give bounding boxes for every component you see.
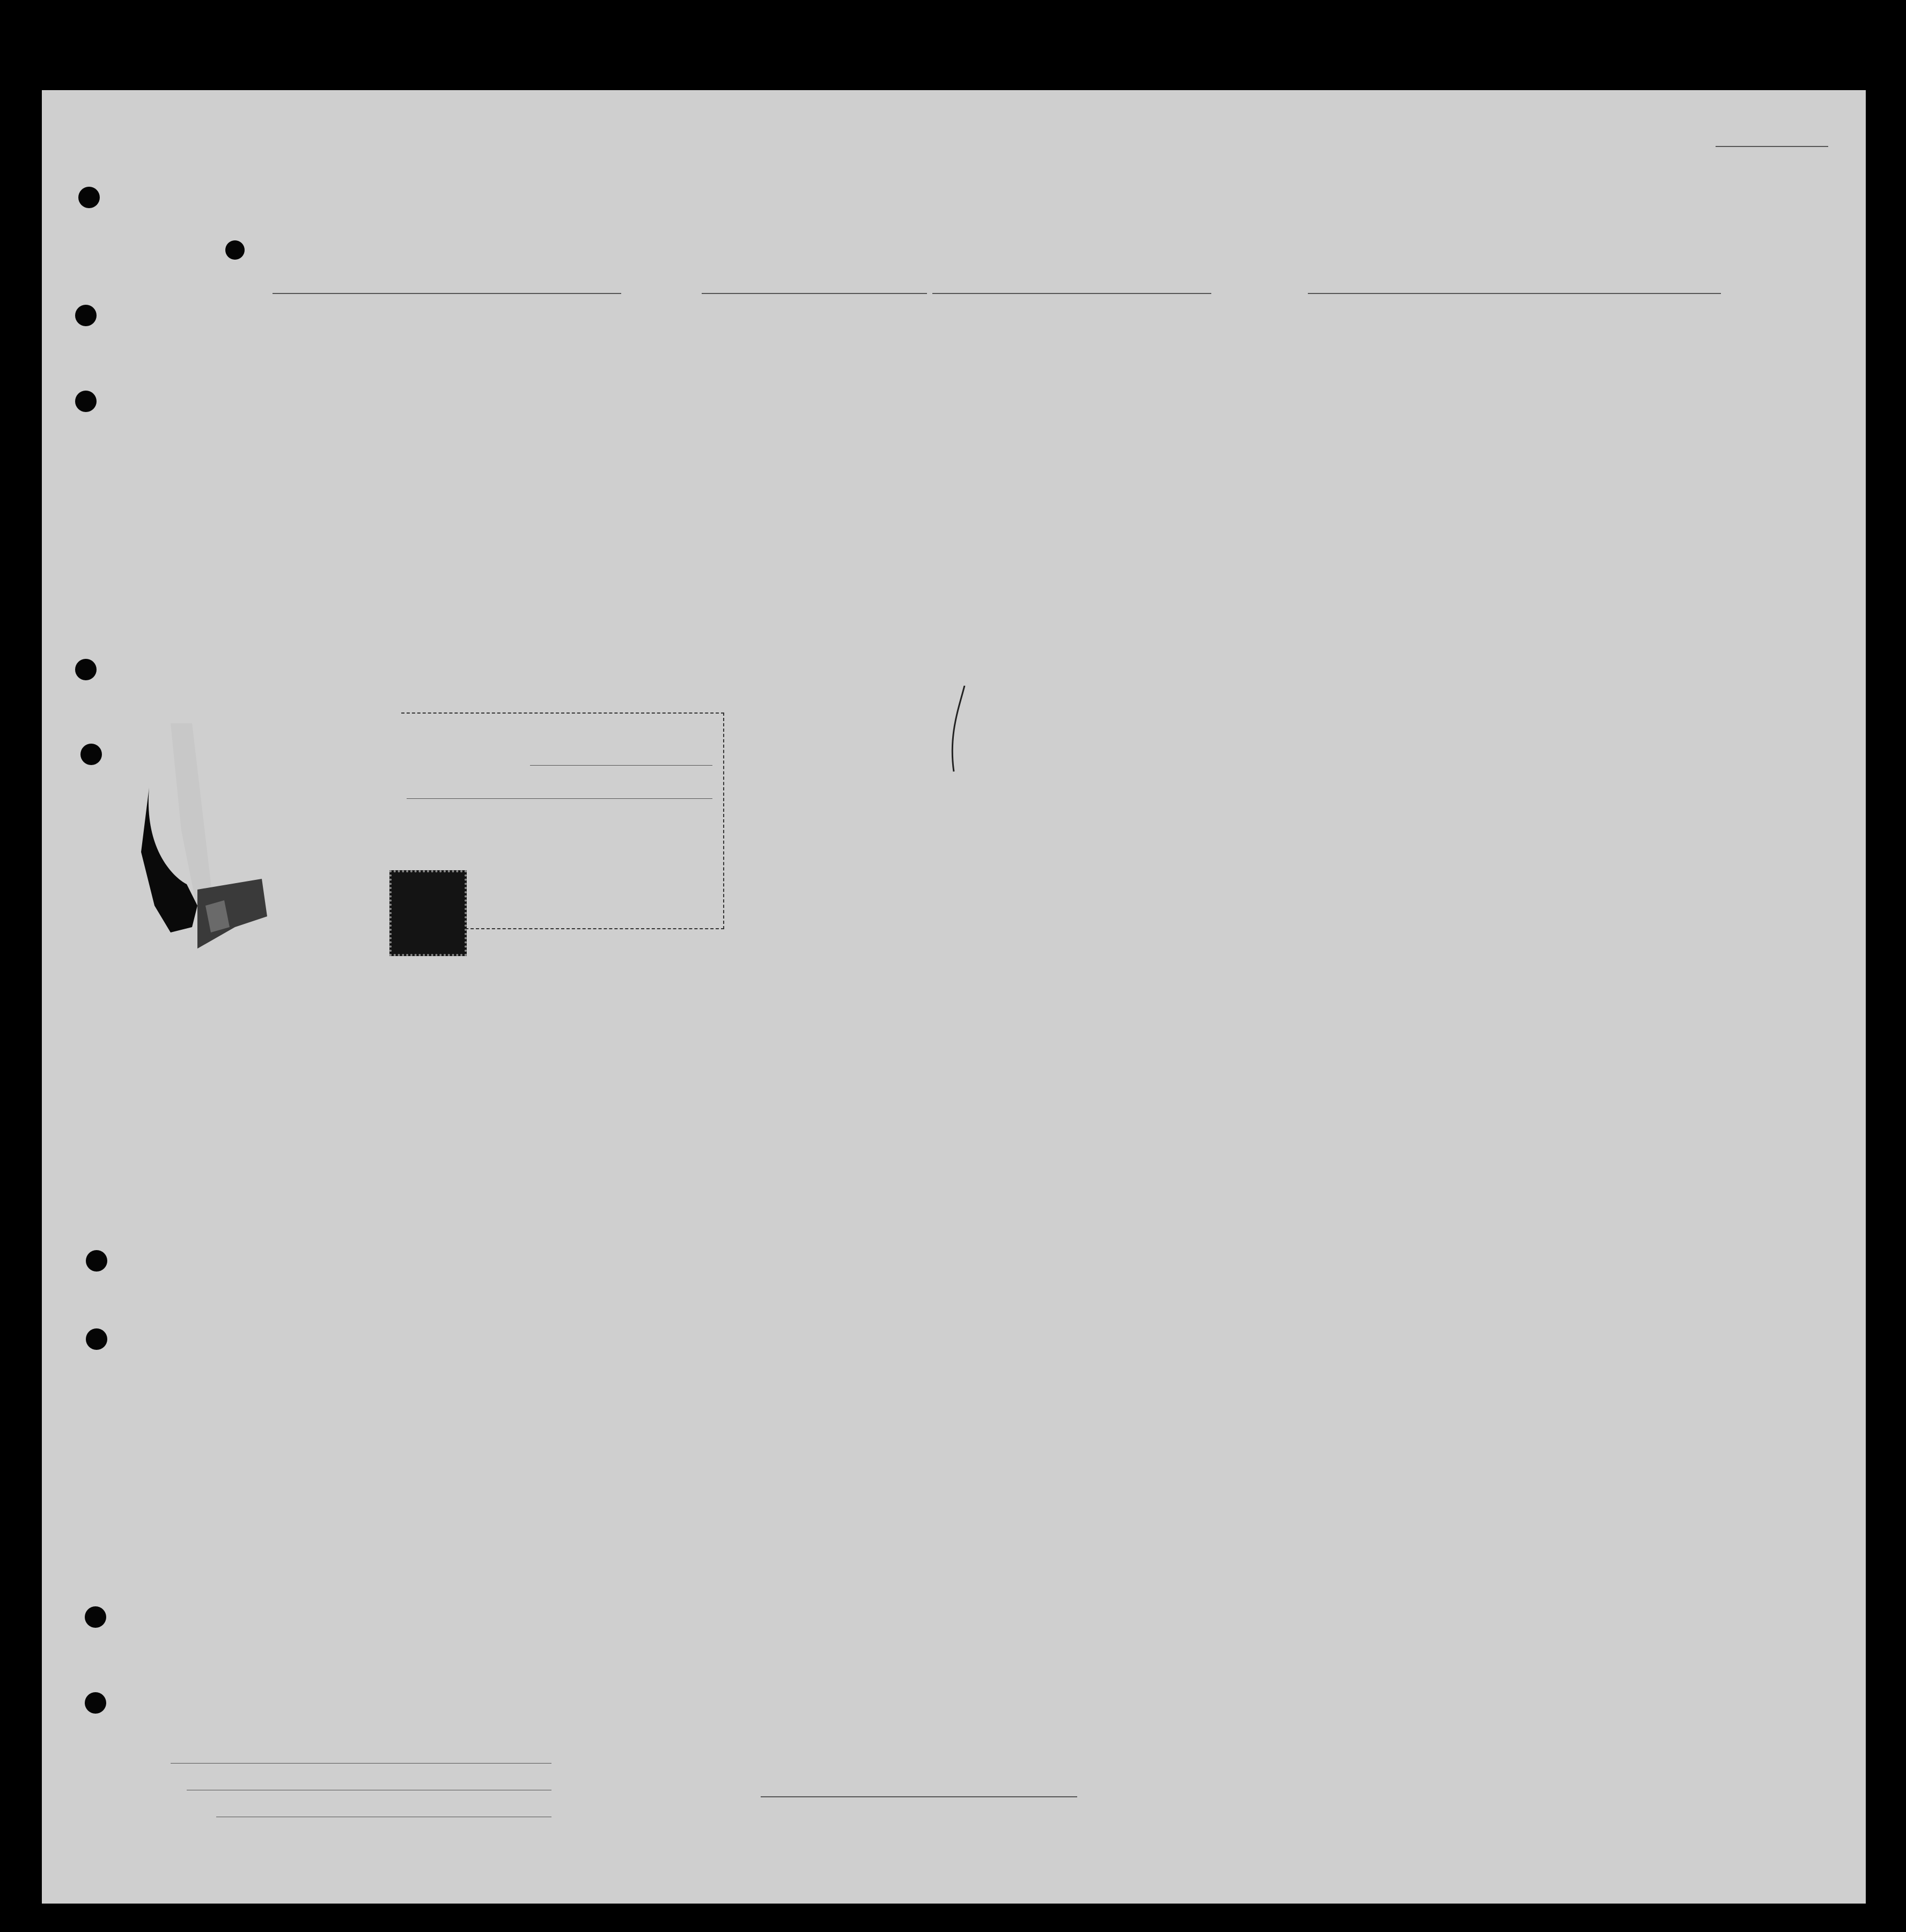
stamp-country-line (407, 798, 712, 799)
binder-hole (225, 240, 245, 260)
wax-seal (90, 627, 283, 981)
manifest-sheet (42, 90, 1866, 1904)
binder-hole (80, 744, 102, 765)
binder-hole (86, 1328, 107, 1350)
signature-flourish (943, 686, 975, 777)
binder-hole (85, 1692, 106, 1714)
fee-stamp-area (364, 858, 525, 982)
binder-hole (85, 1606, 106, 1628)
fee-revenue-stamp (389, 870, 467, 956)
table-grid (42, 90, 1866, 1904)
binder-hole (75, 659, 97, 680)
footer-line-rule (171, 1763, 551, 1764)
inspector-signature-rule (761, 1796, 1077, 1797)
binder-hole (75, 391, 97, 412)
binder-hole (86, 1250, 107, 1272)
stamp-city-line (530, 765, 712, 766)
binder-hole (78, 187, 100, 208)
binder-hole (75, 305, 97, 326)
